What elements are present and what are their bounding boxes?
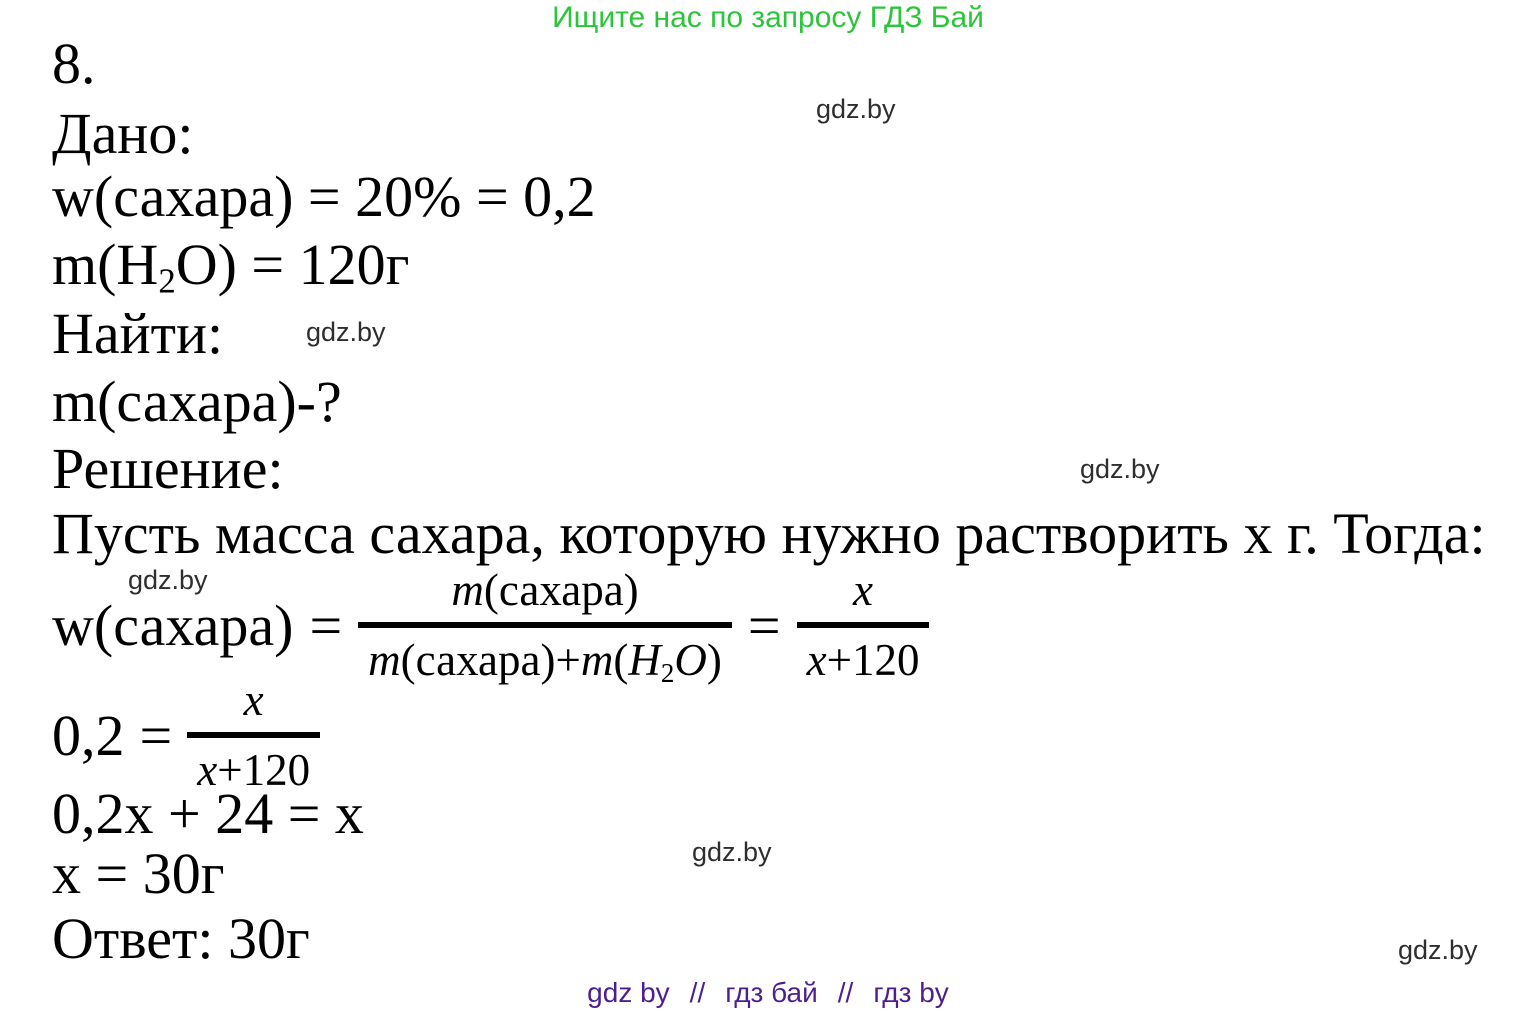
- equals-sign-2: =: [747, 592, 781, 658]
- footer-separator-1: //: [689, 977, 706, 1008]
- math-var-m: m: [368, 634, 401, 685]
- denominator-text: +120: [826, 634, 920, 685]
- fraction-numerator: x: [853, 565, 873, 615]
- fraction-x-ratio: [797, 566, 930, 684]
- math-var-x: x: [197, 744, 218, 795]
- fraction-x-ratio: [187, 676, 320, 794]
- math-var-h: H: [628, 634, 661, 685]
- h2o-subscript: 2: [158, 261, 176, 301]
- fraction-numerator: x: [243, 675, 264, 725]
- equation-3: 0,2x + 24 = x: [52, 781, 364, 846]
- denominator-text: (сахара)+: [400, 634, 581, 685]
- watermark-gdz-5: gdz.by: [692, 837, 772, 867]
- given-line-1: w(сахара) = 20% = 0,2: [52, 164, 596, 229]
- problem-number: 8.: [52, 31, 96, 96]
- footer-keyword-1: gdz by: [587, 977, 670, 1008]
- math-var-m: m: [451, 565, 484, 615]
- fraction-denominator: [358, 622, 732, 688]
- given-line-2-prefix: m(H: [52, 232, 159, 297]
- watermark-gdz-6: gdz.by: [1398, 935, 1478, 965]
- paren-open: (: [613, 634, 629, 685]
- footer-keywords: [0, 977, 1536, 1009]
- answer-line: Ответ: 30г: [52, 906, 310, 971]
- fraction-numerator: [441, 566, 648, 622]
- solution-label: Решение:: [52, 436, 284, 501]
- equals-sign-1: =: [309, 592, 343, 658]
- footer-keyword-2: гдз бай: [725, 977, 818, 1008]
- equals-sign: =: [139, 702, 173, 768]
- footer-keyword-3: гдз by: [873, 977, 949, 1008]
- h2o-subscript: 2: [660, 657, 675, 688]
- find-line: m(сахара)-?: [52, 369, 342, 434]
- math-var-o: O: [674, 634, 707, 685]
- paren-close: ): [706, 634, 722, 685]
- watermark-gdz-4: gdz.by: [128, 565, 208, 595]
- equation-lhs: w(сахара): [52, 592, 294, 658]
- main-equation: [52, 565, 929, 688]
- equation-lhs: 0,2: [52, 702, 125, 768]
- equation-2: [52, 676, 320, 794]
- promo-banner: Ищите нас по запросу ГДЗ Бай: [552, 1, 984, 34]
- math-var-x: x: [806, 634, 827, 685]
- given-label: Дано:: [52, 101, 194, 166]
- find-label: Найти:: [52, 301, 224, 366]
- watermark-gdz-2: gdz.by: [306, 317, 386, 347]
- fraction-mass-ratio: [358, 565, 732, 688]
- watermark-gdz-3: gdz.by: [1080, 454, 1160, 484]
- math-var-m: m: [580, 634, 614, 685]
- denominator-text: +120: [217, 744, 311, 795]
- numerator-text: (сахара): [483, 565, 639, 615]
- given-line-2: [52, 232, 410, 301]
- given-line-2-suffix: O) = 120г: [175, 232, 410, 297]
- solution-intro: Пусть масса сахара, которую нужно растворить х г. Тогда:: [52, 501, 1486, 566]
- fraction-denominator: [797, 622, 930, 685]
- equation-4: x = 30г: [52, 841, 225, 906]
- watermark-gdz-1: gdz.by: [816, 94, 896, 124]
- footer-separator-2: //: [837, 977, 854, 1008]
